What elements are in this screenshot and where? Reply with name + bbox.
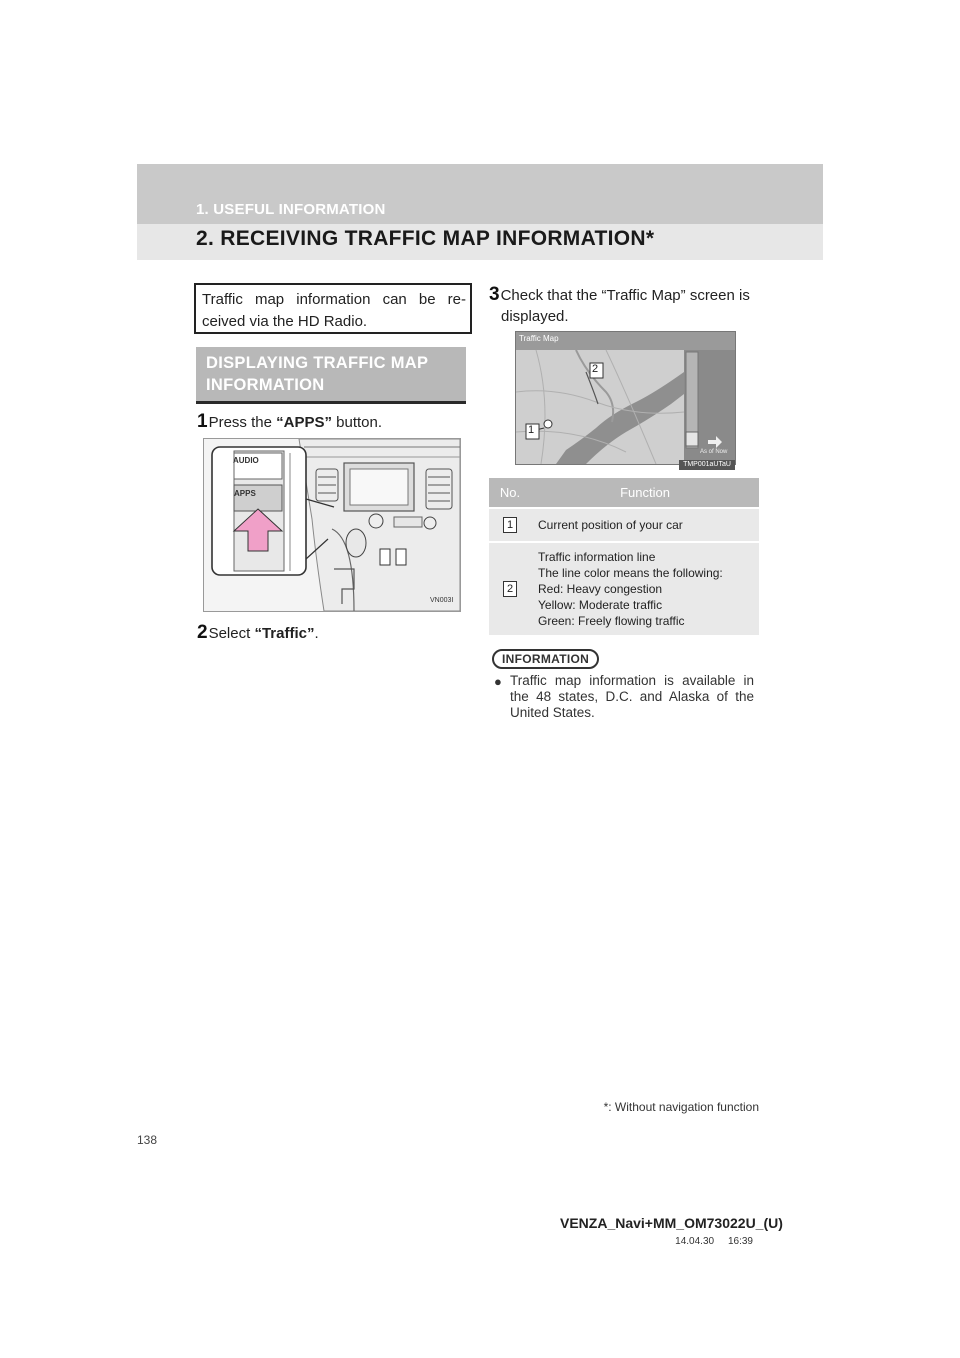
as-of-now-label: As of Now: [700, 449, 728, 455]
audio-button-label: AUDIO: [233, 456, 259, 465]
step-2: [197, 622, 319, 644]
row-number-box: 2: [503, 581, 517, 597]
row-number-box: 1: [503, 517, 517, 533]
step-1-number: 1: [197, 411, 208, 432]
subsection-title-line-2: INFORMATION: [206, 376, 325, 394]
callout-1: 1: [528, 424, 535, 436]
step-1-prefix: Press the: [208, 414, 277, 431]
function-line: The line color means the following:: [538, 566, 723, 580]
subsection-title: [206, 352, 428, 396]
bullet-icon: ●: [494, 674, 502, 689]
step-1-bold: “APPS”: [276, 414, 332, 431]
step-2-number: 2: [197, 622, 208, 643]
col-function-header: Function: [531, 478, 759, 508]
function-line: Current position of your car: [538, 518, 683, 532]
footnote: *: Without navigation function: [603, 1100, 759, 1114]
table-row: [489, 508, 759, 542]
figure1-code: VN003I: [430, 597, 454, 604]
function-line: Yellow: Moderate traffic: [538, 598, 663, 612]
screen-title: Traffic Map: [519, 334, 559, 343]
subsection-title-line-1: DISPLAYING TRAFFIC MAP: [206, 354, 429, 372]
page-number: 138: [137, 1133, 158, 1147]
traffic-map-screen: [515, 331, 736, 465]
step-1-suffix: button.: [331, 414, 383, 431]
step-2-bold: “Traffic”: [254, 625, 315, 642]
step-1: [197, 411, 382, 433]
function-line: Red: Heavy congestion: [538, 582, 663, 596]
step-3-line-1: Check that the “Traffic Map” screen is: [500, 287, 750, 304]
document-timestamp: 14.04.30 16:39: [675, 1236, 753, 1247]
step-2-suffix: .: [314, 625, 319, 642]
intro-box: [194, 283, 472, 334]
apps-button-label: APPS: [234, 489, 256, 498]
figure3-code: TMP001aUTaU: [679, 460, 735, 470]
function-line: Green: Freely flowing traffic: [538, 614, 685, 628]
intro-line-1: Traffic map information can be re-: [202, 291, 466, 308]
step-3-line-2: displayed.: [501, 308, 569, 325]
step-2-prefix: Select: [208, 625, 255, 642]
callout-2: 2: [592, 363, 599, 375]
chapter-title: 2. RECEIVING TRAFFIC MAP INFORMATION*: [196, 227, 655, 250]
step-3-number: 3: [489, 284, 500, 305]
section-label: 1. USEFUL INFORMATION: [196, 201, 386, 218]
function-table: [489, 478, 759, 635]
col-no-header: No.: [489, 478, 531, 508]
information-badge: INFORMATION: [492, 649, 599, 669]
function-line: Traffic information line: [538, 550, 656, 564]
information-text: Traffic map information is available in the 48 states, D.C. and Alaska of the United States.: [510, 673, 754, 720]
document-id: VENZA_Navi+MM_OM73022U_(U): [560, 1215, 783, 1231]
table-row: [489, 542, 759, 635]
intro-line-2: ceived via the HD Radio.: [202, 313, 368, 330]
step-3: [489, 284, 750, 327]
